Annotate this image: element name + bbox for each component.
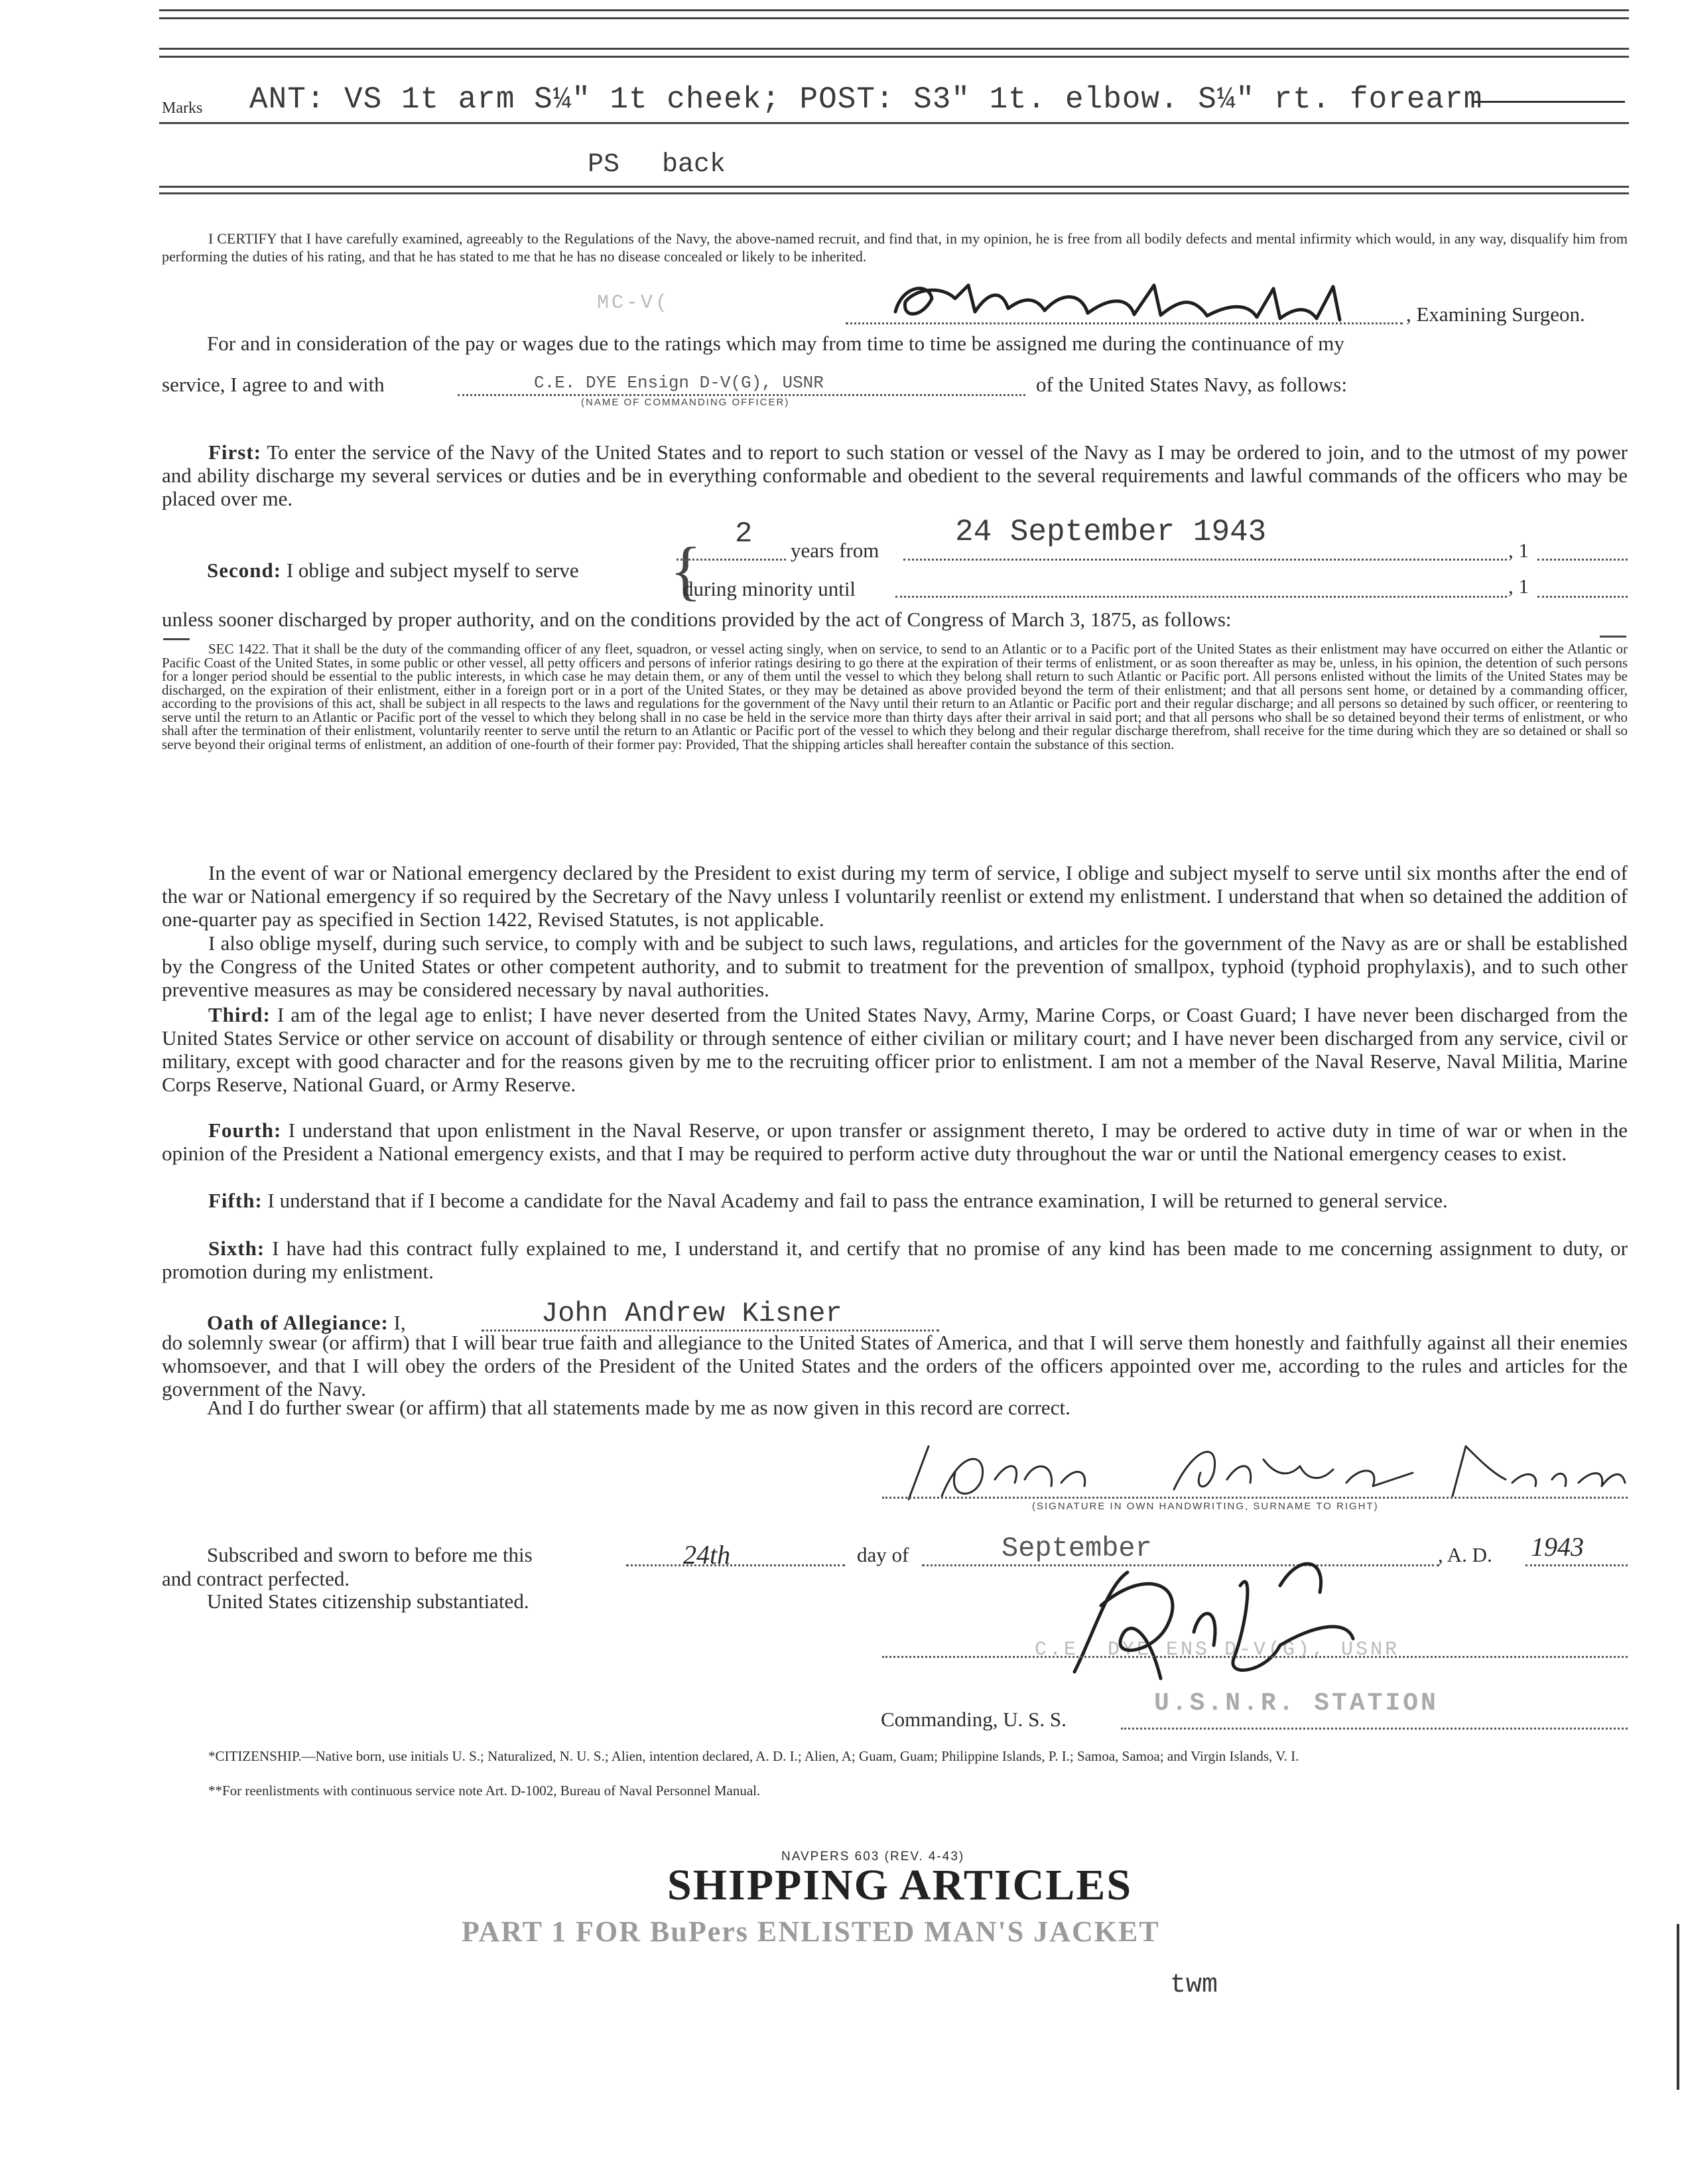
years-label: years from [791,539,879,562]
sworn-prefix: Subscribed and sworn to before me this [207,1543,533,1566]
minority-label: during minority until [683,577,856,600]
fourth-text: I understand that upon enlistment in the Naval Reserve, or upon transfer or assignment thereto, I may be ordered to active duty in time of war or when in the opinion of the President a National emergency exists, and that I may be required to perform active duty throughout the war or until the National emergency ceases to exist. [162,1119,1628,1165]
fourth-label: Fourth: [208,1119,282,1142]
years-value: 2 [735,517,753,551]
sec-left-mark [163,638,190,640]
recruit-signature [882,1433,1632,1506]
year-value: 1943 [1531,1532,1584,1562]
agreement-line-1: For and in consideration of the pay or wages due to the ratings which may from time to time be assigned me during the continuance of my [207,332,1344,355]
day-value: 24th [683,1540,731,1570]
commanding-officer-name: C.E. DYE Ensign D-V(G), USNR [534,373,824,393]
top-rule-2 [159,17,1629,19]
officer-signature-line [882,1656,1628,1658]
marks-underline-2 [159,186,1629,188]
oath-i: I, [393,1311,406,1334]
marks-line-2: PS back [588,150,726,180]
oath-name: John Andrew Kisner [541,1298,842,1330]
oath-text: do solemnly swear (or affirm) that I will bear true faith and allegiance to the United States of America, and that I will serve them honestly and faithfully against all their enemies whomsoever, and that I will obey the orders of the President of the United States and the orders of the officers appointed over me, according to the rules and articles for the government of the Navy. [162,1331,1628,1400]
form-number: NAVPERS 603 (REV. 4-43) [781,1850,965,1864]
second-brace: { [670,533,702,607]
marks-label: Marks [162,100,203,117]
service-prefix: service, I agree to and with [162,373,385,396]
second-label: Second: [207,559,282,582]
oath-label: Oath of Allegiance: [207,1311,389,1334]
scan-edge-mark [1677,1924,1679,2090]
form-title: SHIPPING ARTICLES [667,1861,1133,1909]
from-year-suffix: , 1 [1508,539,1529,562]
top-rule-1 [159,9,1629,11]
minority-year-line [1537,596,1628,598]
second-line [207,559,579,582]
commanding-officer-line [458,394,1025,396]
typist-initials: twm [1170,1970,1218,2000]
years-line [677,559,786,561]
surgeon-signature-line [846,322,1403,324]
war-paragraph: In the event of war or National emergency declared by the President to exist during my term of service, I oblige and subject myself to serve until six months after the end of the war or National emergency if so required by the Secretary of the Navy unless I voluntarily reenlist or extend my enlistment. I understand that when so detained the addition of one-quarter pay as specified in Section 1422, Revised Statutes, is not applicable. [162,861,1628,931]
commanding-officer-caption: (NAME OF COMMANDING OFFICER) [581,397,790,408]
minority-line [895,596,1507,598]
officer-signature [1035,1526,1406,1698]
marks-strikeout [1472,101,1625,103]
service-suffix: of the United States Navy, as follows: [1036,373,1347,396]
fifth-text: I understand that if I become a candidate for the Naval Academy and fail to pass the entrance examination, I will be returned to general service. [267,1189,1448,1212]
first-paragraph [162,441,1628,510]
oath-further: And I do further swear (or affirm) that all statements made by me as now given in this record are correct. [207,1396,1070,1419]
surgeon-stamp: MC-V( [597,292,671,314]
certify-text: I CERTIFY that I have carefully examined, agreeably to the Regulations of the Navy, the above-named recruit, and find that, in my opinion, he is free from all bodily defects and mental infirmity which would, in any way, disqualify him from performing the duties of his rating, and that he has stated to me that he has no disease concealed or likely to be inherited. [162,230,1628,265]
marks-underline-3 [159,192,1629,194]
year-line [1525,1564,1628,1566]
month-value: September [1002,1533,1152,1564]
fifth-label: Fifth: [208,1189,263,1212]
day-line [626,1564,845,1566]
fifth-paragraph [162,1189,1628,1212]
ship-stamp: U.S.N.R. STATION [1154,1689,1439,1718]
ad-label: , A. D. [1438,1543,1492,1566]
sixth-label: Sixth: [208,1237,265,1260]
first-label: First: [208,441,262,464]
marks-underline-1 [159,122,1629,124]
recruit-signature-line [882,1497,1628,1499]
sec-right-mark [1600,636,1626,638]
sixth-paragraph [162,1237,1628,1283]
third-paragraph [162,1003,1628,1096]
ship-line [1121,1728,1628,1730]
marks-line-1: ANT: VS 1t arm S¼" 1t cheek; POST: S3" 1t. elbow. S¼" rt. forearm [249,82,1483,117]
fourth-paragraph [162,1119,1628,1165]
from-date: 24 September 1943 [955,515,1267,549]
from-year-line [1537,559,1628,561]
footnote-citizenship: *CITIZENSHIP.—Native born, use initials U. S.; Naturalized, N. U. S.; Alien, intention declared, A. D. I.; Alien, A; Guam, Guam; Philippine Islands, P. I.; Samoa, Samoa; and Virgin Islands, V. I. [208,1748,1299,1764]
day-of-label: day of [857,1543,909,1566]
form-subtitle: PART 1 FOR BuPers ENLISTED MAN'S JACKET [462,1915,1160,1948]
third-label: Third: [208,1003,271,1026]
minority-year-suffix: , 1 [1508,575,1529,598]
contract-perfected: and contract perfected. [162,1567,350,1590]
commanding-uss-label: Commanding, U. S. S. [881,1708,1067,1731]
examining-surgeon-label: , Examining Surgeon. [1406,303,1585,326]
recruit-signature-caption: (SIGNATURE IN OWN HANDWRITING, SURNAME TO RIGHT) [1032,1501,1379,1512]
third-text: I am of the legal age to enlist; I have never deserted from the United States Navy, Army, Marine Corps, or Coast Guard; I have never been discharged from the United States Service or other service on account of disability or through sentence of either civilian or military court; and I have never been discharged from any service, civil or military, except with good character and for the reasons given by me to the recruiting officer prior to enlistment. I am not a member of the Naval Reserve, Naval Militia, Marine Corps Reserve, National Guard, or Army Reserve. [162,1003,1628,1096]
first-text: To enter the service of the Navy of the United States and to report to such station or vessel of the Navy as I may be ordered to join, and to the utmost of my power and ability discharge my several services or duties and be in everything conformable and obedient to the several requirements and lawful commands of the officers who may be placed over me. [162,441,1628,510]
citizenship-substantiated: United States citizenship substantiated. [207,1590,529,1613]
sixth-text: I have had this contract fully explained to me, I understand it, and certify that no promise of any kind has been made to me concerning assignment to duty, or promotion during my enlistment. [162,1237,1628,1283]
top-rule-4 [159,56,1629,58]
laws-paragraph: I also oblige myself, during such service, to comply with and be subject to such laws, regulations, and articles for the government of the Navy as are or shall be established by the Congress of the United States or other competent authority, and to submit to treatment for the prevention of smallpox, typhoid (typhoid prophylaxis), and to such other preventive measures as may be considered necessary by naval authorities. [162,931,1628,1001]
officer-stamp: C.E. DYE ENS D-V(G), USNR [1035,1639,1400,1661]
from-date-line [903,559,1507,561]
unless-text: unless sooner discharged by proper authority, and on the conditions provided by the act of Congress of March 3, 1875, as follows: [162,608,1232,631]
sec-1422-text: SEC 1422. That it shall be the duty of the commanding officer of any fleet, squadron, or vessel acting singly, when on service, to send to an Atlantic or to a Pacific port of the United States as their enlistment may have occurred on either the Atlantic or Pacific Coast of the United States, in some public or other vessel, all petty officers and persons of inferior ratings desiring to go there at the expiration of their terms of enlistment, or as soon thereafter as may be, unless, in his opinion, the detention of such persons for a longer period should be essential to the public interests, in which case he may detain them, or any of them until the vessel to which they belong shall return to such Atlantic or Pacific port. All persons enlisted without the limits of the United States may be discharged, on the expiration of their enlistment, either in a foreign port or in a port of the United States, or they may be detained as above provided beyond the term of their enlistment; and that all persons sent home, or detained by a commanding officer, according to the provisions of this act, shall be subject in all respects to the laws and regulations for the government of the Navy until their return to an Atlantic or Pacific port and their regular discharge; and all persons so detained by such officer, or reentering to serve until the return to an Atlantic or Pacific port of the vessel to which they belong shall in no case be held in the service more than thirty days after their arrival in said port; and that all persons who shall be so detained beyond their terms of enlistment, or who shall after the termination of their enlistment, voluntarily reenter to serve until the return to an Atlantic or Pacific port of the vessel to which they belong and their regular discharge therefrom, shall receive for the time during which they are so detained or shall so serve beyond their original terms of enlistment, an addition of one-fourth of their former pay: Provided, That the shipping articles shall hereafter contain the substance of this section. [162,641,1628,752]
footnote-reenlist: **For reenlistments with continuous service note Art. D-1002, Bureau of Naval Personnel Manual. [208,1783,761,1799]
top-rule-3 [159,48,1629,50]
second-text: I oblige and subject myself to serve [286,559,579,582]
